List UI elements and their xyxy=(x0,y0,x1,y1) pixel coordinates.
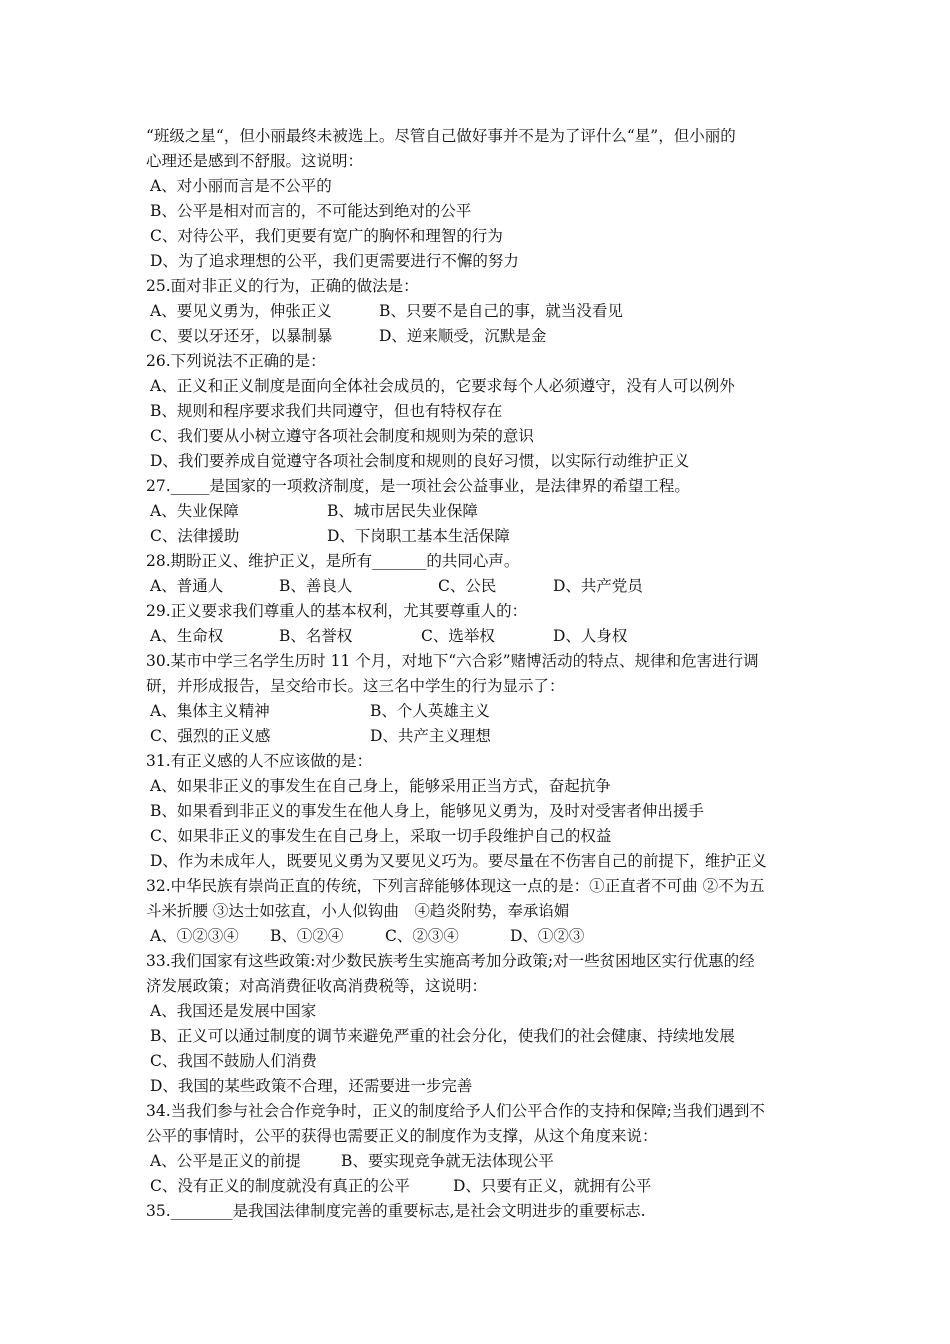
q24-stem-line-1: “班级之星“，但小丽最终未被选上。尽管自己做好事并不是为了评什么“星”，但小丽的 xyxy=(146,127,736,145)
q26-option-a: A、正义和正义制度是面向全体社会成员的，它要求每个人必须遵守，没有人可以例外 xyxy=(150,377,735,395)
q30-stem-line-2: 研，并形成报告，呈交给市长。这三名中学生的行为显示了： xyxy=(146,677,565,695)
q24-option-d: D、为了追求理想的公平，我们更需要进行不懈的努力 xyxy=(150,252,519,270)
q32-option-a: A、①②③④ xyxy=(150,927,239,945)
q26-stem: 26.下列说法不正确的是： xyxy=(146,352,326,370)
q33-stem-line-2: 济发展政策；对高消费征收高消费税等，这说明： xyxy=(146,977,488,995)
q25-option-c: C、要以牙还牙，以暴制暴 xyxy=(150,327,333,345)
q34-option-c: C、没有正义的制度就没有真正的公平 xyxy=(150,1177,410,1195)
q34-option-b: B、要实现竞争就无法体现公平 xyxy=(341,1152,554,1170)
q33-option-d: D、我国的某些政策不合理，还需要进一步完善 xyxy=(150,1077,473,1095)
q33-option-c: C、我国不鼓励人们消费 xyxy=(150,1052,317,1070)
q28-option-b: B、善良人 xyxy=(279,577,353,595)
q28-stem: 28.期盼正义、维护正义，是所有_______的共同心声。 xyxy=(146,552,520,570)
q27-option-b: B、城市居民失业保障 xyxy=(327,502,478,520)
q25-option-d: D、逆来顺受，沉默是金 xyxy=(379,327,547,345)
q24-stem-line-2: 心理还是感到不舒服。这说明： xyxy=(146,152,364,170)
q34-option-a: A、公平是正义的前提 xyxy=(150,1152,301,1170)
q31-option-b: B、如果看到非正义的事发生在他人身上，能够见义勇为，及时对受害者伸出援手 xyxy=(150,802,704,820)
q30-option-c: C、强烈的正义感 xyxy=(150,727,271,745)
q31-option-d: D、作为未成年人，既要见义勇为又要见义巧为。要尽量在不伤害自己的前提下，维护正义 xyxy=(150,852,767,870)
q34-option-d: D、只要有正义，就拥有公平 xyxy=(453,1177,652,1195)
q26-option-d: D、我们要养成自觉遵守各项社会制度和规则的良好习惯，以实际行动维护正义 xyxy=(150,452,690,470)
q32-option-d: D、①②③ xyxy=(510,927,585,945)
q33-option-b: B、正义可以通过制度的调节来避免严重的社会分化，使我们的社会健康、持续地发展 xyxy=(150,1027,735,1045)
q34-stem-line-2: 公平的事情时，公平的获得也需要正义的制度作为支撑，从这个角度来说： xyxy=(146,1127,658,1145)
q25-option-a: A、要见义勇为，伸张正义 xyxy=(150,302,332,320)
q24-option-c: C、对待公平，我们更要有宽广的胸怀和理智的行为 xyxy=(150,227,503,245)
q29-option-b: B、名誉权 xyxy=(279,627,353,645)
q32-stem-line-1: 32.中华民族有崇尚正直的传统，下列言辞能够体现这一点的是：①正直者不可曲 ②不为五 xyxy=(146,877,765,895)
q24-option-b: B、公平是相对而言的，不可能达到绝对的公平 xyxy=(150,202,472,220)
q30-stem-line-1: 30.某市中学三名学生历时 11 个月，对地下“六合彩”赌博活动的特点、规律和危害进行调 xyxy=(146,652,759,670)
q27-stem: 27._____是国家的一项救济制度，是一项社会公益事业，是法律界的希望工程。 xyxy=(146,477,690,495)
q29-option-a: A、生命权 xyxy=(150,627,224,645)
q33-stem-line-1: 33.我们国家有这些政策:对少数民族考生实施高考加分政策;对一些贫困地区实行优惠的经 xyxy=(146,952,755,970)
q29-option-d: D、人身权 xyxy=(553,627,628,645)
q28-option-a: A、普通人 xyxy=(150,577,224,595)
q28-option-d: D、共产党员 xyxy=(553,577,643,595)
q27-option-a: A、失业保障 xyxy=(150,502,239,520)
q31-option-a: A、如果非正义的事发生在自己身上，能够采用正当方式，奋起抗争 xyxy=(150,777,611,795)
q24-option-a: A、对小丽而言是不公平的 xyxy=(150,177,332,195)
q26-option-b: B、规则和程序要求我们共同遵守，但也有特权存在 xyxy=(150,402,503,420)
q28-option-c: C、公民 xyxy=(438,577,497,595)
q34-stem-line-1: 34.当我们参与社会合作竞争时，正义的制度给予人们公平合作的支持和保障;当我们遇到不 xyxy=(146,1102,765,1120)
q25-option-b: B、只要不是自己的事，就当没看见 xyxy=(379,302,623,320)
q32-option-c: C、②③④ xyxy=(385,927,459,945)
q25-stem: 25.面对非正义的行为，正确的做法是： xyxy=(146,277,419,295)
q30-option-b: B、个人英雄主义 xyxy=(370,702,490,720)
q31-stem: 31.有正义感的人不应该做的是： xyxy=(146,752,373,770)
q27-option-d: D、下岗职工基本生活保障 xyxy=(327,527,510,545)
q33-option-a: A、我国还是发展中国家 xyxy=(150,1002,317,1020)
q26-option-c: C、我们要从小树立遵守各项社会制度和规则为荣的意识 xyxy=(150,427,534,445)
q29-option-c: C、选举权 xyxy=(421,627,495,645)
q27-option-c: C、法律援助 xyxy=(150,527,240,545)
q29-stem: 29.正义要求我们尊重人的基本权利，尤其要尊重人的： xyxy=(146,602,528,620)
q32-stem-line-2: 斗米折腰 ③达士如弦直，小人似钩曲 ④趋炎附势，奉承谄媚 xyxy=(146,902,570,920)
q31-option-c: C、如果非正义的事发生在自己身上，采取一切手段维护自己的权益 xyxy=(150,827,612,845)
q30-option-a: A、集体主义精神 xyxy=(150,702,270,720)
q35-stem: 35.________是我国法律制度完善的重要标志,是社会文明进步的重要标志. xyxy=(146,1202,646,1220)
q30-option-d: D、共产主义理想 xyxy=(370,727,491,745)
q32-option-b: B、①②④ xyxy=(270,927,344,945)
